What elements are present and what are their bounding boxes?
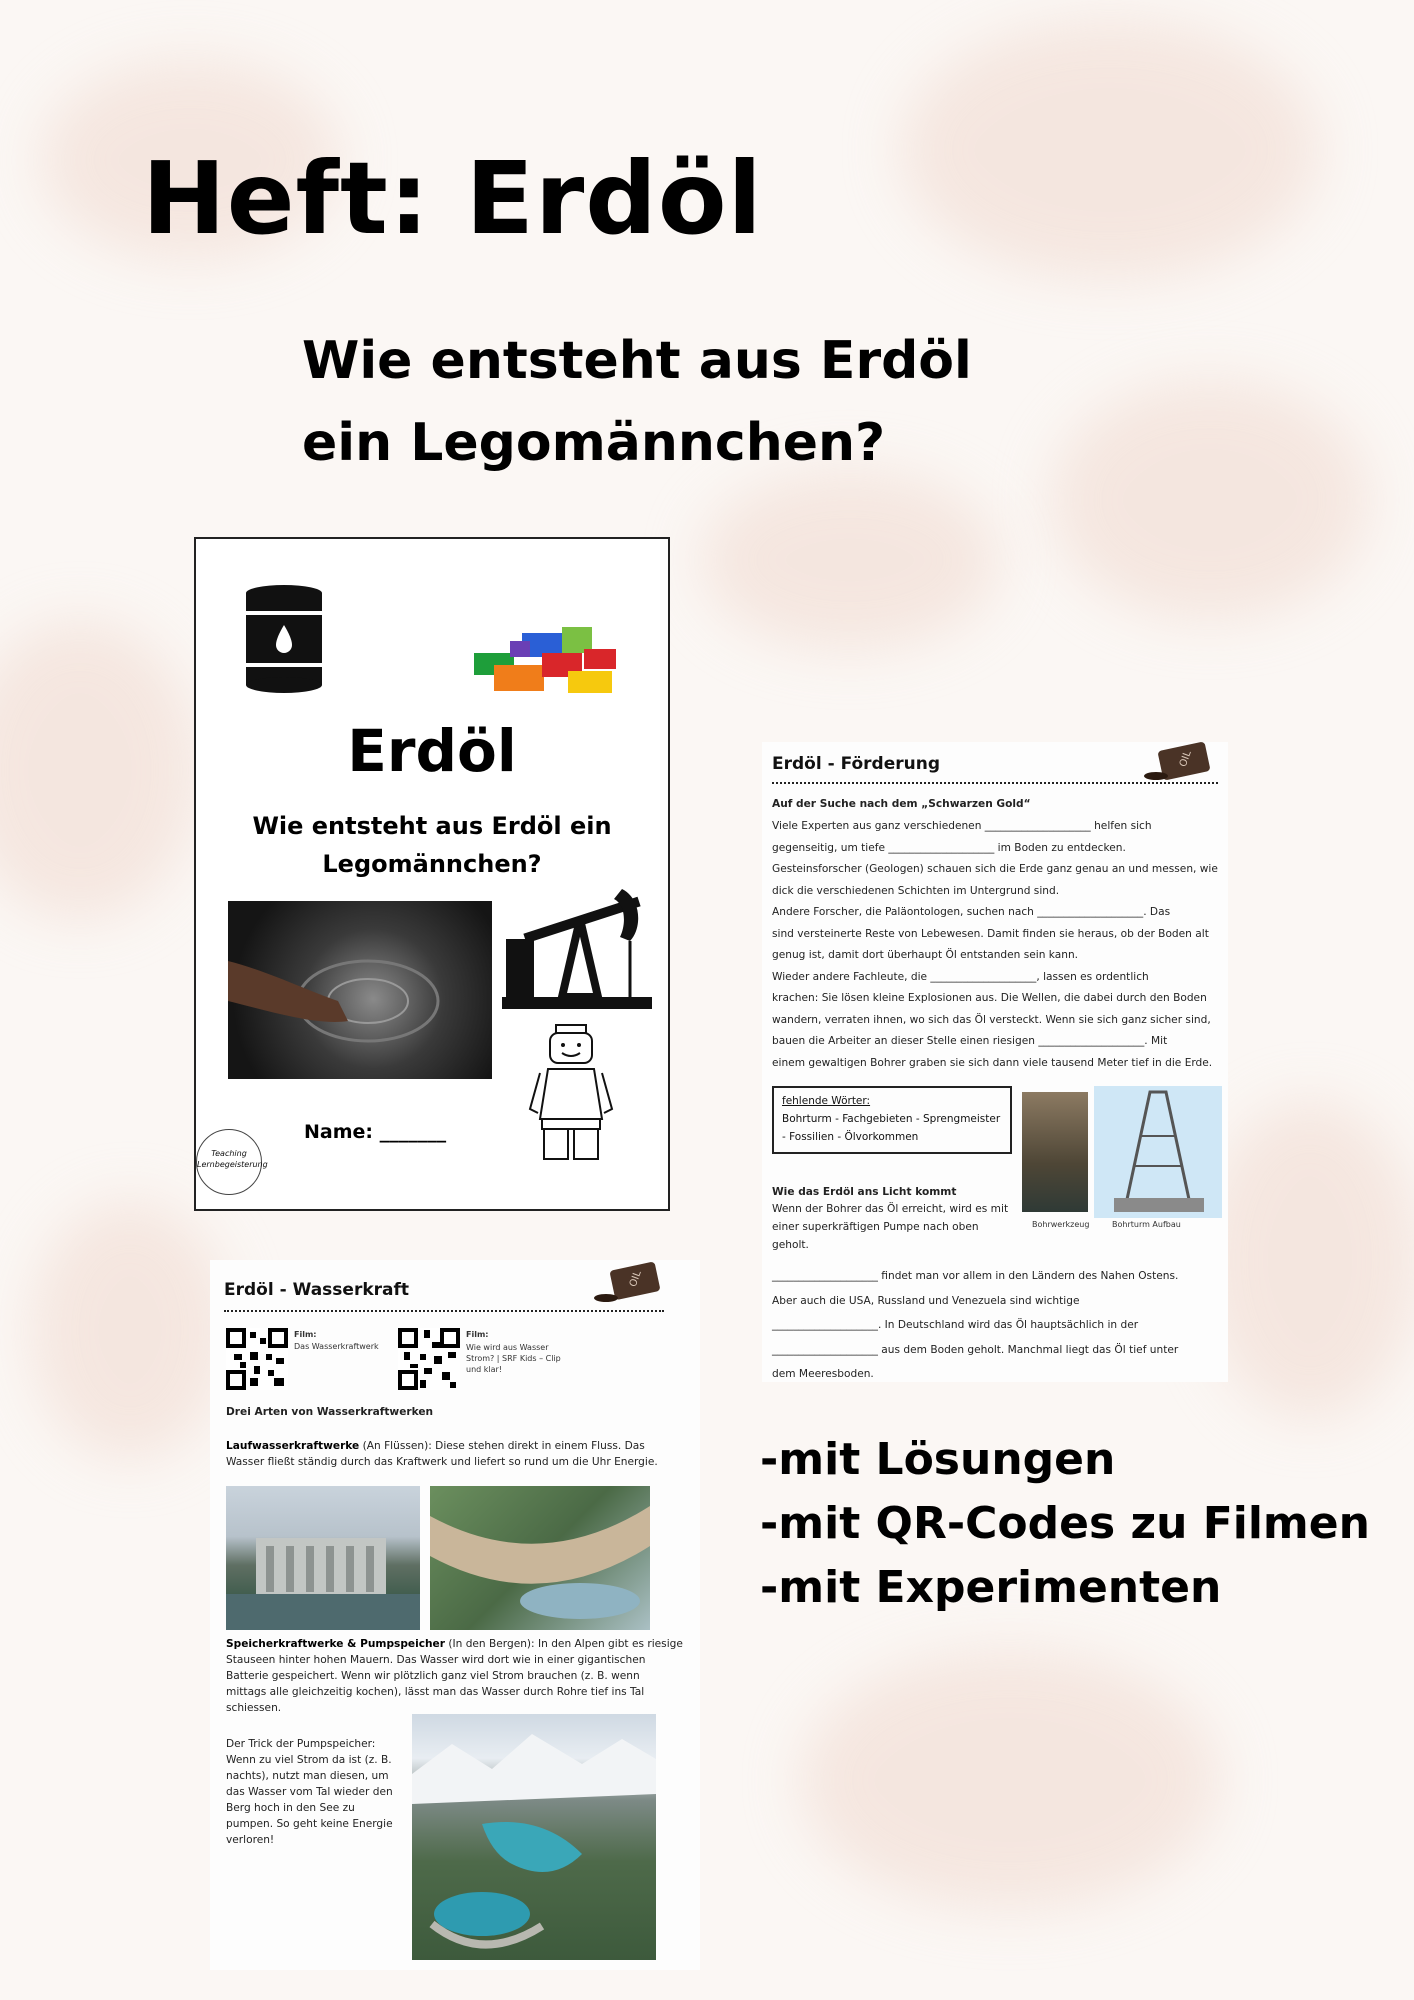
feature-item: -mit Lösungen — [760, 1434, 1116, 1485]
text-paragraph: Der Trick der Pumpspeicher: Wenn zu viel Strom da ist (z. B. nachts), nutzt man diesen, um das Wasser vom Tal wieder den Berg hoch in den See zu pumpen. So geht keine Energie verloren! — [226, 1738, 393, 1846]
section-heading: Wie das Erdöl ans Licht kommt — [772, 1186, 957, 1198]
background-blot — [1200, 1100, 1414, 1420]
drilling-rig-diagram — [1094, 1086, 1222, 1218]
feature-list — [760, 1428, 1370, 1620]
text-paragraph: Wenn der Bohrer das Öl erreicht, wird es mit einer superkräftigen Pumpe nach oben geholt. — [772, 1203, 1009, 1251]
reservoir-dam-photo — [430, 1486, 650, 1630]
oil-barrel-icon — [242, 583, 326, 695]
cover-name-field: Name: _______ — [304, 1121, 447, 1143]
svg-text:OIL: OIL — [1177, 749, 1194, 769]
oil-hand-photo — [228, 901, 492, 1079]
film-title: Das Wasserkraftwerk — [294, 1342, 379, 1351]
worksheet-foerderung-preview — [762, 742, 1228, 1382]
worksheet-wasserkraft-preview — [210, 1260, 700, 1970]
title-divider — [772, 782, 1218, 784]
text-paragraph: ____________________ findet man vor allem in den Ländern des Nahen Ostens. Aber auch die USA, Russland und Venezuela sind wichtige ____________________. In Deutschland wird das Öl hauptsächlich in der ____________________ aus dem Boden geholt. Manchmal liegt das Öl tief unter dem Meeresboden. — [772, 1270, 1179, 1380]
qr-code-icon[interactable] — [226, 1328, 288, 1390]
section-heading: Drei Arten von Wasserkraftwerken — [226, 1406, 434, 1418]
background-blot — [0, 620, 200, 920]
feature-item: -mit QR-Codes zu Filmen — [760, 1498, 1370, 1549]
worksheet-title: Erdöl - Wasserkraft — [224, 1280, 410, 1300]
photo-caption: Bohrturm Aufbau — [1112, 1220, 1181, 1229]
dam-photo — [226, 1486, 420, 1630]
tipped-barrel-icon — [594, 1260, 662, 1304]
pumpjack-icon — [502, 879, 652, 1009]
background-blot — [800, 1650, 1220, 1910]
text-paragraph: Speicherkraftwerke & Pumpspeicher (In den Bergen): In den Alpen gibt es riesige Stauseen hinter hohen Mauern. Das Wasser wird dort wie in einer gigantischen Batterie gespeichert. Wenn wir plötzlich ganz viel Strom brauchen (z. B. wenn mittags alle gleichzeitig kochen), lässt man das Wasser durch Rohre tief ins Tal schiessen. — [226, 1638, 683, 1714]
title-divider — [224, 1310, 664, 1312]
drill-tool-photo — [1022, 1092, 1088, 1212]
background-blot — [700, 470, 1000, 650]
feature-item: -mit Experimenten — [760, 1562, 1222, 1613]
background-blot — [900, 20, 1320, 280]
film-label: Film: — [466, 1330, 489, 1339]
alpine-reservoir-photo — [412, 1714, 656, 1960]
text-paragraph: Viele Experten aus ganz verschiedenen ____________________ helfen sich gegenseitig, um tiefe ____________________ im Boden zu entdecken. Gesteinsforscher (Geologen) schauen sich die Erde ganz genau an und messen, wie dick die verschiedenen Schichten im Untergrund sind. Andere Forscher, die Paläontologen, suchen nach ____________________. Das sind versteinerte Reste von Lebewesen. Damit finden sie heraus, ob der Boden alt genug ist, damit dort überhaupt Öl entstanden sein kann. Wieder andere Fachleute, die ____________________, lassen es ordentlich krachen: Sie lösen kleine Explosionen aus. Die Wellen, die dabei durch den Boden wandern, verraten ihnen, wo sich das Öl versteckt. Wenn sie sich ganz sicher sind, bauen die Arbeiter an dieser Stelle einen riesigen ____________________. Mit einem gewaltigen Bohrer graben sie sich dann viele tausend Meter tief in die Erde. — [772, 820, 1218, 1069]
cover-subtitle: Wie entsteht aus Erdöl ein Legomännchen? — [252, 812, 612, 878]
page-subtitle: Wie entsteht aus Erdöl ein Legomännchen? — [302, 331, 972, 473]
lego-bricks-image — [464, 613, 624, 703]
cover-title: Erdöl — [347, 717, 517, 785]
film-title: Wie wird aus Wasser Strom? | SRF Kids – Clip und klar! — [466, 1343, 561, 1374]
missing-words-box: fehlende Wörter: Bohrturm - Fachgebieten - Sprengmeister - Fossilien - Ölvorkommen — [772, 1086, 1012, 1154]
page-title: Heft: Erdöl — [142, 140, 763, 257]
background-blot — [30, 1200, 230, 1460]
text-paragraph: Laufwasserkraftwerke (An Flüssen): Diese stehen direkt in einem Fluss. Das Wasser fließt ständig durch das Kraftwerk und liefert so rund um die Uhr Energie. — [226, 1440, 658, 1468]
background-blot — [1050, 380, 1370, 620]
svg-text:OIL: OIL — [627, 1269, 644, 1289]
photo-caption: Bohrwerkzeug — [1032, 1220, 1090, 1229]
worksheet-title: Erdöl - Förderung — [772, 754, 941, 774]
teaching-logo: Teaching Lernbegeisterung — [196, 1129, 262, 1195]
film-label: Film: — [294, 1330, 317, 1339]
lego-figure-icon — [526, 1023, 616, 1163]
tipped-barrel-icon — [1144, 742, 1212, 782]
section-heading: Auf der Suche nach dem „Schwarzen Gold“ — [772, 798, 1031, 810]
qr-code-icon[interactable] — [398, 1328, 460, 1390]
cover-page-preview — [194, 537, 670, 1211]
